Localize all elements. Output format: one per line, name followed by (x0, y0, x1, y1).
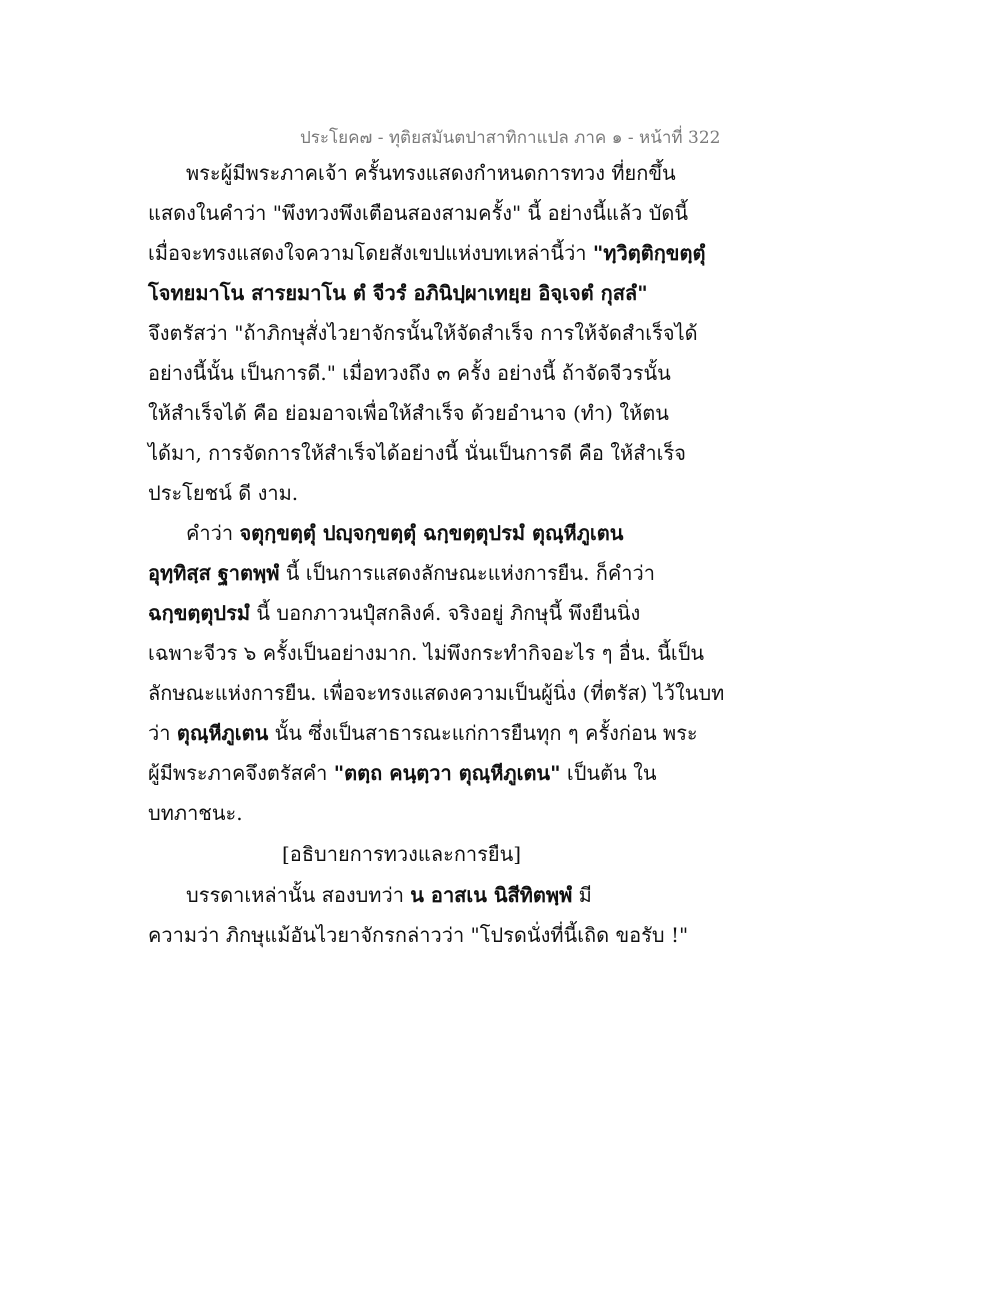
running-header: ประโยค๗ - ทุติยสมันตปาสาทิกาแปล ภาค ๑ - หน้าที่ 322 (300, 128, 721, 148)
text-line: ได้มา, การจัดการให้สำเร็จได้อย่างนี้ นั่นเป็นการดี คือ ให้สำเร็จ (148, 441, 686, 465)
text-line: อุทฺทิสฺส ฐาตพฺพํ นี้ เป็นการแสดงลักษณะแห่งการยืน. ก็คำว่า (148, 561, 655, 585)
text-line: โจทยมาโน สารยมาโน ตํ จีวรํ อภินิปฺผาเทยฺย อิจฺเจตํ กุสลํ" (148, 281, 648, 305)
text-line: แสดงในคำว่า "พึงทวงพึงเตือนสองสามครั้ง" นี้ อย่างนี้แล้ว บัดนี้ (148, 201, 689, 225)
text-line: ผู้มีพระภาคจึงตรัสคำ "ตตฺถ คนฺตฺวา ตุณฺหีภูเตน" เป็นต้น ใน (148, 761, 657, 785)
text-line: บรรดาเหล่านั้น สองบทว่า น อาสเน นิสีทิตพฺพํ มี (186, 883, 592, 907)
text-line: เฉพาะจีวร ๖ ครั้งเป็นอย่างมาก. ไม่พึงกระทำกิจอะไร ๆ อื่น. นี้เป็น (148, 641, 705, 665)
text-line: ให้สำเร็จได้ คือ ย่อมอาจเพื่อให้สำเร็จ ด้วยอำนาจ (ทำ) ให้ตน (148, 401, 669, 425)
text-line: จึงตรัสว่า "ถ้าภิกษุสั่งไวยาจักรนั้นให้จัดสำเร็จ การให้จัดสำเร็จได้ (148, 321, 698, 345)
text-line: ลักษณะแห่งการยืน. เพื่อจะทรงแสดงความเป็นผู้นิ่ง (ที่ตรัส) ไว้ในบท (148, 681, 725, 705)
text-line: บทภาชนะ. (148, 801, 243, 825)
text-line: คำว่า จตุกฺขตฺตุํ ปญฺจกฺขตฺตุํ ฉกฺขตฺตุปรมํ ตุณฺหีภูเตน (186, 521, 624, 545)
section-heading: [อธิบายการทวงและการยืน] (282, 842, 522, 866)
text-line: ประโยชน์ ดี งาม. (148, 481, 299, 505)
text-line: เมื่อจะทรงแสดงใจความโดยสังเขปแห่งบทเหล่านี้ว่า "ทฺวิตฺติกฺขตฺตุํ (148, 241, 706, 265)
text-line: อย่างนี้นั้น เป็นการดี." เมื่อทวงถึง ๓ ครั้ง อย่างนี้ ถ้าจัดจีวรนั้น (148, 361, 671, 385)
text-line: ฉกฺขตฺตุปรมํ นี้ บอกภาวนปุํสกลิงค์. จริงอยู่ ภิกษุนี้ พึงยืนนิ่ง (148, 601, 641, 625)
text-line: ว่า ตุณฺหีภูเตน นั้น ซึ่งเป็นสาธารณะแก่การยืนทุก ๆ ครั้งก่อน พระ (148, 721, 698, 745)
text-line: พระผู้มีพระภาคเจ้า ครั้นทรงแสดงกำหนดการทวง ที่ยกขึ้น (186, 161, 676, 185)
text-line: ความว่า ภิกษุแม้อันไวยาจักรกล่าวว่า "โปรดนั่งที่นี้เถิด ขอรับ !" (148, 923, 689, 947)
